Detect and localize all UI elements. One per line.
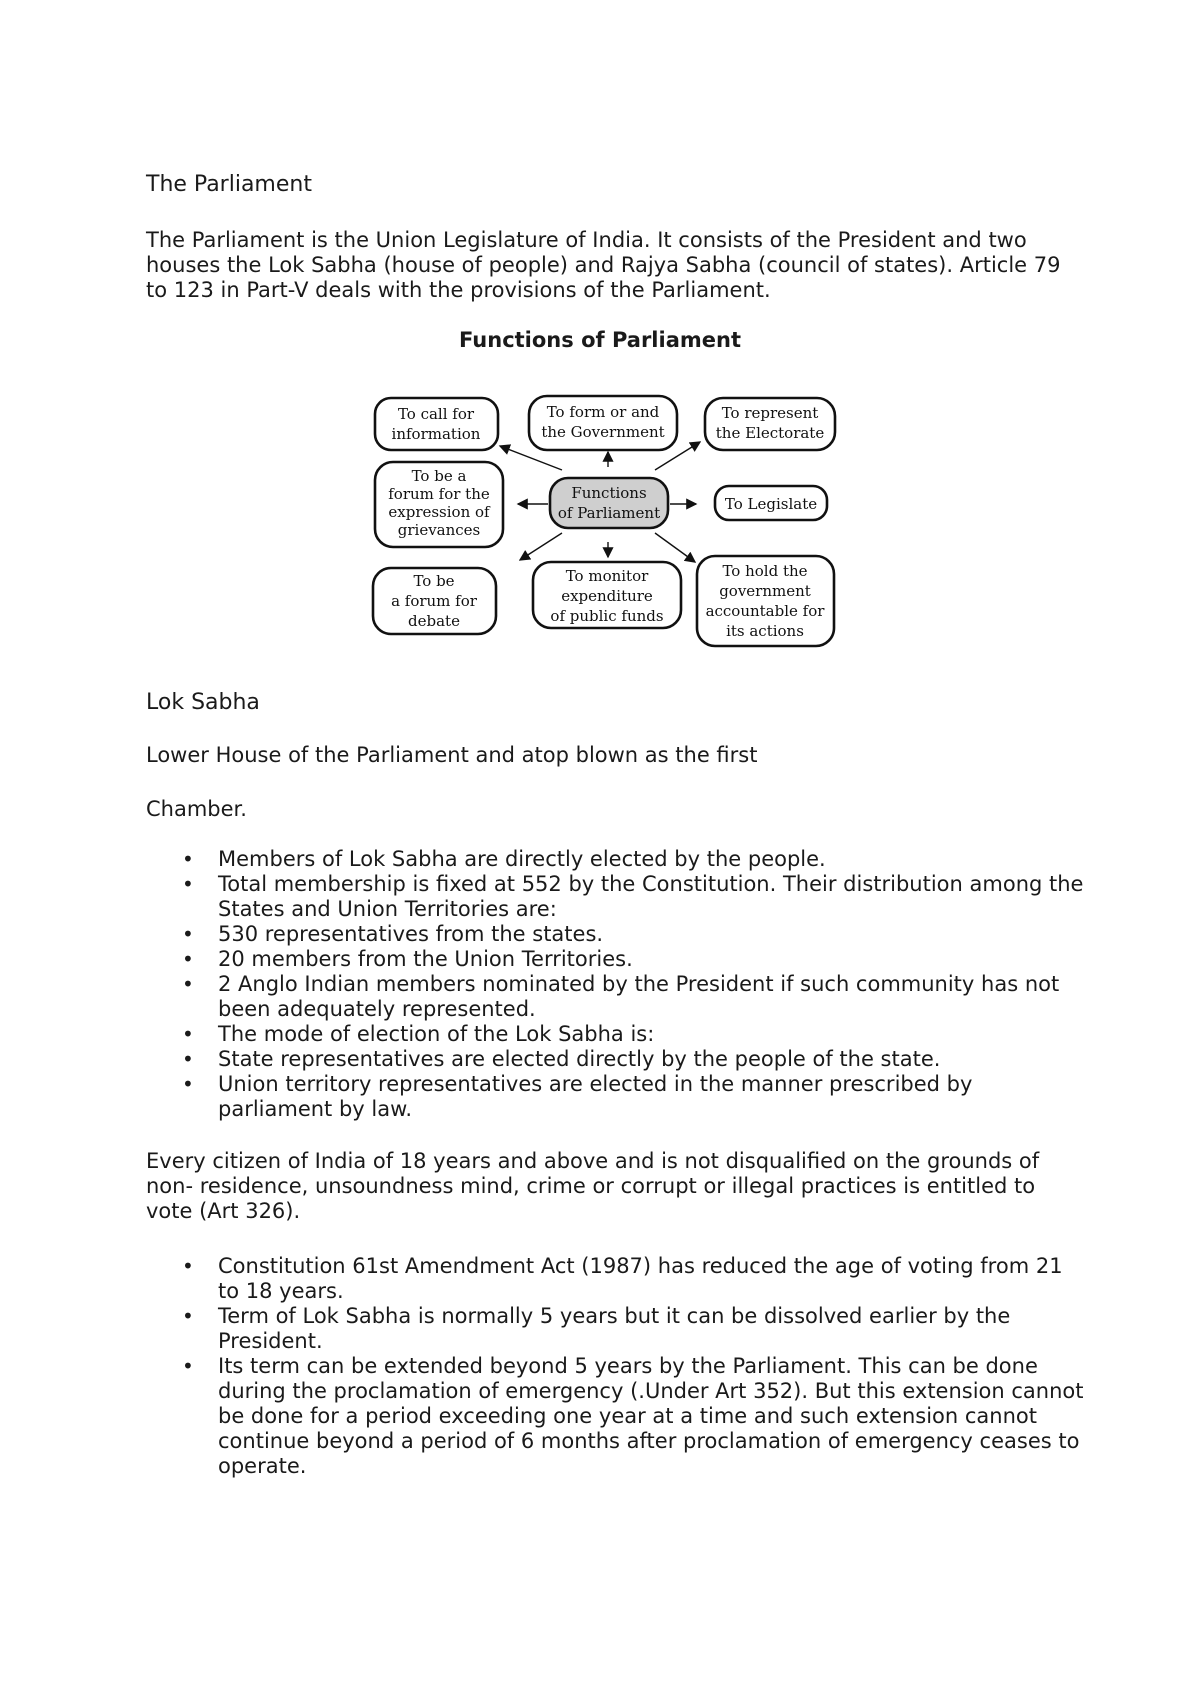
- lok-sabha-heading: Lok Sabha: [146, 690, 260, 715]
- node-forum-grievances: [375, 462, 503, 547]
- svg-text:expression of: expression of: [388, 503, 490, 521]
- node-represent-electorate: [705, 398, 835, 450]
- svg-text:To represent: To represent: [721, 404, 819, 422]
- functions-diagram: [370, 390, 840, 652]
- svg-text:information: information: [391, 425, 481, 443]
- list-item: • Union territory representatives are elected in the manner prescribed by parliament by law.: [146, 1072, 1086, 1122]
- svg-text:accountable for: accountable for: [705, 602, 825, 620]
- svg-text:of public funds: of public funds: [550, 607, 664, 625]
- svg-text:its actions: its actions: [726, 622, 804, 640]
- svg-text:a forum for: a forum for: [391, 592, 477, 610]
- intro-paragraph: The Parliament is the Union Legislature of India. It consists of the President and two houses the Lok Sabha (house of people) and Rajya Sabha (council of states). Article 79 to 123 in Part-V deals with the provisions of the Parliament.: [146, 228, 1061, 302]
- list-item: • Members of Lok Sabha are directly elected by the people.: [146, 847, 1086, 872]
- svg-text:To call for: To call for: [397, 405, 475, 423]
- list-item: • The mode of election of the Lok Sabha is:: [146, 1022, 1086, 1047]
- lok-sabha-bullets-2: [146, 1254, 1086, 1479]
- lok-sabha-intro-line: Lower House of the Parliament and atop blown as the first: [146, 743, 758, 767]
- center-line-1: Functions: [571, 484, 647, 502]
- list-item: • Its term can be extended beyond 5 years by the Parliament. This can be done during the proclamation of emergency (.Under Art 352). But this extension cannot be done for a period exceeding one year at a time and such extension cannot continue beyond a period of 6 months after proclamation of emergency ceases to operate.: [146, 1354, 1086, 1479]
- list-item: • 2 Anglo Indian members nominated by the President if such community has not been adequately represented.: [146, 972, 1086, 1022]
- svg-text:the Electorate: the Electorate: [715, 424, 825, 442]
- svg-text:To monitor: To monitor: [565, 567, 649, 585]
- functions-title: Functions of Parliament: [459, 328, 741, 352]
- center-line-2: of Parliament: [557, 504, 661, 522]
- list-item: • State representatives are elected directly by the people of the state.: [146, 1047, 1086, 1072]
- node-hold-accountable: [697, 556, 834, 646]
- list-item: • Constitution 61st Amendment Act (1987) has reduced the age of voting from 21 to 18 years.: [146, 1254, 1086, 1304]
- svg-text:expenditure: expenditure: [561, 587, 653, 605]
- svg-text:debate: debate: [408, 612, 460, 630]
- svg-text:To hold the: To hold the: [722, 562, 808, 580]
- svg-text:forum for the: forum for the: [388, 485, 490, 503]
- list-item: • Total membership is fixed at 552 by the Constitution. Their distribution among the States and Union Territories are:: [146, 872, 1086, 922]
- list-item: • 530 representatives from the states.: [146, 922, 1086, 947]
- lok-sabha-bullets: [146, 847, 1086, 1122]
- node-legislate: [715, 486, 827, 520]
- svg-text:the Government: the Government: [541, 423, 665, 441]
- svg-text:To be: To be: [413, 572, 455, 590]
- diagram-center-node: [550, 478, 668, 528]
- svg-text:To be a: To be a: [411, 467, 467, 485]
- node-form-government: [529, 396, 677, 450]
- svg-text:government: government: [719, 582, 811, 600]
- page-title: The Parliament: [146, 172, 312, 197]
- svg-text:grievances: grievances: [397, 521, 481, 539]
- svg-text:To form or and: To form or and: [546, 403, 660, 421]
- list-item: • Term of Lok Sabha is normally 5 years but it can be dissolved earlier by the President.: [146, 1304, 1086, 1354]
- citizen-paragraph: Every citizen of India of 18 years and above and is not disqualified on the grounds of non- residence, unsoundness mind, crime or corrupt or illegal practices is entitled to vote (Art 326).: [146, 1149, 1040, 1223]
- node-call-information: [375, 398, 498, 450]
- node-monitor-expenditure: [533, 562, 681, 628]
- list-item: • 20 members from the Union Territories.: [146, 947, 1086, 972]
- svg-text:To Legislate: To Legislate: [724, 495, 818, 513]
- node-forum-debate: [373, 568, 496, 634]
- lok-sabha-intro-line-2: Chamber.: [146, 797, 247, 821]
